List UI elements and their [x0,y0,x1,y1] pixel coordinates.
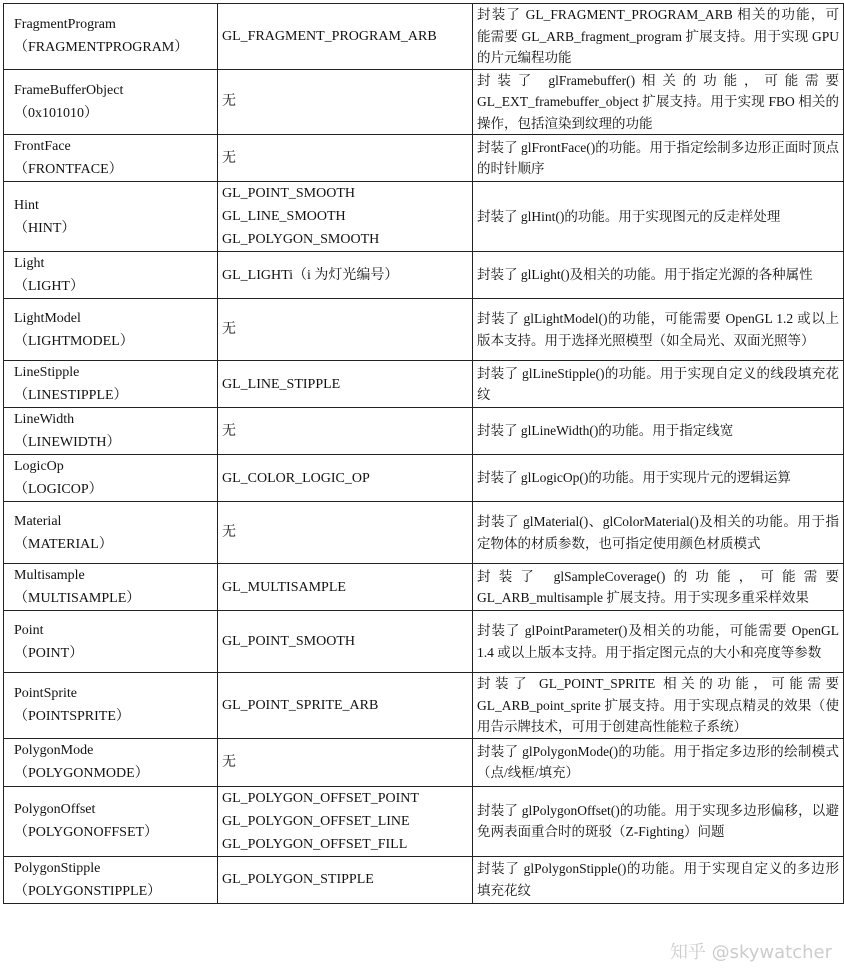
attribute-token: （POINT） [14,645,84,661]
attribute-name: Light [14,256,45,271]
table-row [4,856,844,903]
table-row [4,408,844,455]
table-row [4,611,844,673]
description-cell: 封装了 GL_FRAGMENT_PROGRAM_ARB 相关的功能，可能需要 GL_ARB_fragment_program 扩展支持。用于实现 GPU 的片元编程功能 [473,4,844,70]
attribute-name: Material [14,513,62,529]
attribute-name: Multisample [14,568,85,583]
attribute-token: （HINT） [14,220,76,236]
attribute-name: PolygonMode [14,743,94,758]
description-cell: 封装了 glPointParameter()及相关的功能，可能需要 OpenGL 1.4 或以上版本支持。用于指定图元点的大小和亮度等参数 [473,611,844,673]
attribute-name: Point [14,622,44,638]
mode-param: GL_POLYGON_STIPPLE [222,872,374,887]
attribute-token: （MULTISAMPLE） [14,591,141,606]
description-cell: 封装了 glFrontFace()的功能。用于指定绘制多边形正面时顶点的时针顺序 [473,135,844,182]
mode-param: 无 [222,322,236,337]
table-row [4,786,844,856]
description-cell: 封装了 glSampleCoverage()的功能，可能需要 GL_ARB_multisample 扩展支持。用于实现多重采样效果 [473,564,844,611]
attribute-name-cell [4,611,218,673]
description-cell: 封装了 glPolygonStipple()的功能。用于实现自定义的多边形填充花纹 [473,856,844,903]
mode-param: 无 [222,150,236,166]
attribute-name: PointSprite [14,686,78,702]
description-cell: 封装了 glLogicOp()的功能。用于实现片元的逻辑运算 [473,455,844,502]
attribute-name: LineStipple [14,365,80,380]
mode-param: 无 [222,754,236,770]
mode-param: GL_COLOR_LOGIC_OP [222,470,370,486]
attribute-name-cell [4,502,218,564]
table-row [4,564,844,611]
attribute-token: （LOGICOP） [14,482,103,497]
attribute-token: （POLYGONMODE） [14,766,149,781]
description-cell: 封装了 glMaterial()、glColorMaterial()及相关的功能。用于指定物体的材质参数，也可指定使用颜色材质模式 [473,502,844,564]
mode-params-cell [218,361,473,408]
description-cell: 封装了 glPolygonMode()的功能。用于指定多边形的绘制模式（点/线框/填充） [473,738,844,786]
attribute-name-cell [4,252,218,299]
mode-param: GL_POLYGON_OFFSET_POINT [222,790,419,806]
attribute-name: FragmentProgram [14,17,116,33]
attribute-name: LogicOp [14,459,64,474]
attribute-name-cell [4,135,218,182]
mode-param: 无 [222,525,236,540]
attribute-token: （MATERIAL） [14,536,113,552]
description-cell: 封装了 glLineWidth()的功能。用于指定线宽 [473,408,844,455]
attribute-name-cell [4,856,218,903]
mode-param: GL_MULTISAMPLE [222,579,346,595]
mode-params-cell [218,738,473,786]
mode-params-cell [218,182,473,252]
attribute-name-cell [4,182,218,252]
mode-params-cell [218,611,473,673]
mode-param: GL_LINE_STIPPLE [222,376,341,392]
attribute-name: PolygonStipple [14,860,101,876]
attribute-name-cell [4,786,218,856]
description-cell: 封装了 glLight()及相关的功能。用于指定光源的各种属性 [473,252,844,299]
table-row [4,69,844,135]
attribute-name-cell [4,738,218,786]
mode-params-cell [218,786,473,856]
attribute-token: （LINESTIPPLE） [14,388,128,403]
table-row [4,252,844,299]
attribute-name-cell [4,299,218,361]
mode-params-cell [218,4,473,70]
attribute-name-cell [4,564,218,611]
attribute-token: （POINTSPRITE） [14,709,130,725]
mode-param: GL_POINT_SMOOTH [222,186,355,201]
table-body [4,4,844,904]
attribute-name: PolygonOffset [14,802,96,817]
attribute-token: （LIGHTMODEL） [14,333,134,349]
table-row [4,455,844,502]
table-row [4,4,844,70]
attribute-name-cell [4,361,218,408]
attribute-token: （LINEWIDTH） [14,435,121,450]
attribute-name: FrontFace [14,139,71,154]
mode-param: GL_POINT_SPRITE_ARB [222,697,379,713]
opengl-attribute-table [3,3,844,904]
mode-param: GL_POINT_SMOOTH [222,634,355,649]
attribute-name: Hint [14,197,39,213]
mode-params-cell [218,856,473,903]
description-cell: 封装了 glPolygonOffset()的功能。用于实现多边形偏移，以避免两表面重合时的斑驳（Z-Fighting）问题 [473,786,844,856]
mode-param: 无 [222,423,236,439]
attribute-token: （FRONTFACE） [14,162,123,177]
attribute-name-cell [4,455,218,502]
mode-param: GL_POLYGON_OFFSET_LINE [222,813,410,829]
mode-params-cell [218,135,473,182]
mode-param: GL_POLYGON_OFFSET_FILL [222,836,408,852]
mode-params-cell [218,673,473,739]
mode-params-cell [218,502,473,564]
attribute-token: （0x101010） [14,105,98,121]
table-row [4,673,844,739]
table-row [4,135,844,182]
attribute-name-cell [4,4,218,70]
description-cell: 封装了 GL_POINT_SPRITE 相关的功能，可能需要 GL_ARB_point_sprite 扩展支持。用于实现点精灵的效果（使用告示牌技术，可用于创建高性能粒子系统） [473,673,844,739]
mode-params-cell [218,299,473,361]
attribute-name-cell [4,673,218,739]
mode-params-cell [218,408,473,455]
attribute-name: FrameBufferObject [14,82,124,98]
table-row [4,502,844,564]
attribute-name: LightModel [14,310,81,326]
attribute-token: （POLYGONSTIPPLE） [14,883,162,899]
table-row [4,182,844,252]
table-row [4,738,844,786]
attribute-token: （POLYGONOFFSET） [14,825,159,840]
attribute-token: （LIGHT） [14,279,84,294]
mode-param: GL_POLYGON_SMOOTH [222,232,380,247]
description-cell: 封装了 glFramebuffer()相关的功能，可能需要 GL_EXT_framebuffer_object 扩展支持。用于实现 FBO 相关的操作，包括渲染到纹理的功能 [473,69,844,135]
mode-param: 无 [222,94,236,110]
description-cell: 封装了 glLineStipple()的功能。用于实现自定义的线段填充花纹 [473,361,844,408]
mode-param: GL_LINE_SMOOTH [222,209,346,224]
mode-params-cell [218,564,473,611]
mode-param: GL_LIGHTi（i 为灯光编号） [222,267,399,283]
table-row [4,361,844,408]
attribute-name-cell [4,69,218,135]
attribute-token: （FRAGMENTPROGRAM） [14,40,189,56]
mode-params-cell [218,69,473,135]
table-row [4,299,844,361]
description-cell: 封装了 glHint()的功能。用于实现图元的反走样处理 [473,182,844,252]
attribute-name-cell [4,408,218,455]
watermark: 知乎 @skywatcher [669,942,832,963]
mode-params-cell [218,252,473,299]
mode-params-cell [218,455,473,502]
mode-param: GL_FRAGMENT_PROGRAM_ARB [222,28,437,44]
description-cell: 封装了 glLightModel()的功能，可能需要 OpenGL 1.2 或以上版本支持。用于选择光照模型（如全局光、双面光照等） [473,299,844,361]
attribute-name: LineWidth [14,412,75,427]
